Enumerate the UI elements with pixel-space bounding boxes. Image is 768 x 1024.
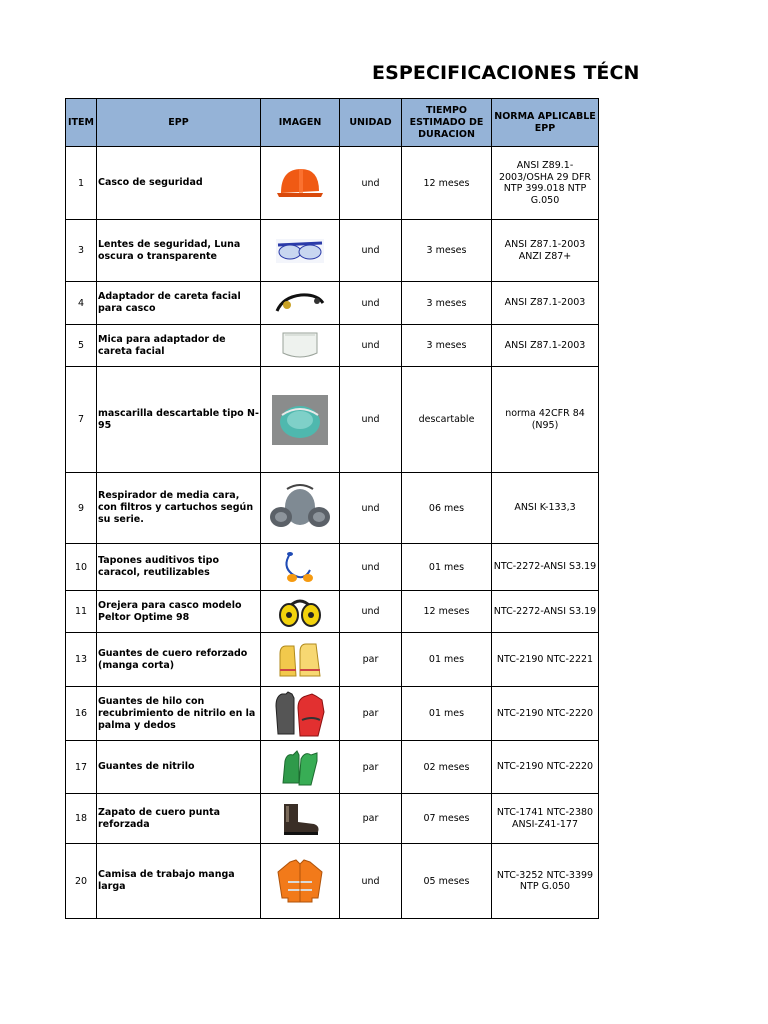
epp-name: Tapones auditivos tipo caracol, reutilizables xyxy=(97,544,261,591)
standard: NTC-2190 NTC-2220 xyxy=(492,741,599,794)
earplugs-icon xyxy=(280,548,320,586)
nitrile-gloves-icon xyxy=(279,747,321,787)
table-row xyxy=(66,367,599,473)
duration: 05 meses xyxy=(402,844,492,919)
epp-name: Camisa de trabajo manga larga xyxy=(97,844,261,919)
item-number: 13 xyxy=(66,633,97,687)
item-number: 17 xyxy=(66,741,97,794)
item-number: 1 xyxy=(66,147,97,220)
header-tiempo: TIEMPO ESTIMADO DE DURACION xyxy=(402,99,492,147)
standard: NTC-2190 NTC-2220 xyxy=(492,687,599,741)
epp-name: Casco de seguridad xyxy=(97,147,261,220)
item-number: 18 xyxy=(66,794,97,844)
table-row xyxy=(66,687,599,741)
item-number: 9 xyxy=(66,473,97,544)
n95-mask-icon xyxy=(272,395,328,445)
leather-gloves-icon xyxy=(276,640,324,680)
unit: und xyxy=(340,282,402,325)
duration: 3 meses xyxy=(402,325,492,367)
item-number: 11 xyxy=(66,591,97,633)
unit: par xyxy=(340,741,402,794)
unit: und xyxy=(340,591,402,633)
header-epp: EPP xyxy=(97,99,261,147)
page-title: ESPECIFICACIONES TÉCN xyxy=(372,62,640,84)
item-number: 20 xyxy=(66,844,97,919)
epp-name: mascarilla descartable tipo N-95 xyxy=(97,367,261,473)
item-number: 3 xyxy=(66,220,97,282)
duration: 3 meses xyxy=(402,282,492,325)
epp-name: Orejera para casco modelo Peltor Optime 98 xyxy=(97,591,261,633)
standard: ANSI Z87.1-2003 xyxy=(492,325,599,367)
standard: ANSI Z87.1-2003 xyxy=(492,282,599,325)
epp-name: Guantes de cuero reforzado (manga corta) xyxy=(97,633,261,687)
face-shield-visor-icon xyxy=(279,329,321,363)
item-number: 4 xyxy=(66,282,97,325)
standard: ANSI K-133,3 xyxy=(492,473,599,544)
standard: NTC-1741 NTC-2380 ANSI-Z41-177 xyxy=(492,794,599,844)
specifications-table xyxy=(65,98,599,919)
table-row xyxy=(66,741,599,794)
unit: und xyxy=(340,544,402,591)
unit: und xyxy=(340,220,402,282)
header-unidad: UNIDAD xyxy=(340,99,402,147)
duration: 07 meses xyxy=(402,794,492,844)
duration: 3 meses xyxy=(402,220,492,282)
item-number: 10 xyxy=(66,544,97,591)
standard: norma 42CFR 84 (N95) xyxy=(492,367,599,473)
table-row xyxy=(66,544,599,591)
duration: 12 meses xyxy=(402,147,492,220)
half-face-respirator-icon xyxy=(267,479,333,537)
epp-name: Adaptador de careta facial para casco xyxy=(97,282,261,325)
helmet-icon xyxy=(275,163,325,203)
unit: par xyxy=(340,633,402,687)
standard: ANSI Z87.1-2003 ANZI Z87+ xyxy=(492,220,599,282)
table-row xyxy=(66,282,599,325)
standard: NTC-2272-ANSI S3.19 xyxy=(492,544,599,591)
table-row xyxy=(66,591,599,633)
unit: und xyxy=(340,367,402,473)
epp-name: Respirador de media cara, con filtros y cartuchos según su serie. xyxy=(97,473,261,544)
earmuffs-icon xyxy=(277,593,323,631)
standard: NTC-2272-ANSI S3.19 xyxy=(492,591,599,633)
duration: 01 mes xyxy=(402,544,492,591)
table-row xyxy=(66,473,599,544)
epp-name: Mica para adaptador de careta facial xyxy=(97,325,261,367)
unit: par xyxy=(340,794,402,844)
duration: 12 meses xyxy=(402,591,492,633)
epp-name: Guantes de hilo con recubrimiento de nitrilo en la palma y dedos xyxy=(97,687,261,741)
item-number: 5 xyxy=(66,325,97,367)
table-row xyxy=(66,325,599,367)
unit: und xyxy=(340,473,402,544)
standard: ANSI Z89.1-2003/OSHA 29 DFR NTP 399.018 NTP G.050 xyxy=(492,147,599,220)
duration: 02 meses xyxy=(402,741,492,794)
item-number: 7 xyxy=(66,367,97,473)
safety-boot-icon xyxy=(278,800,322,838)
duration: 01 mes xyxy=(402,687,492,741)
duration: descartable xyxy=(402,367,492,473)
header-imagen: IMAGEN xyxy=(261,99,340,147)
table-row xyxy=(66,794,599,844)
duration: 01 mes xyxy=(402,633,492,687)
epp-name: Guantes de nitrilo xyxy=(97,741,261,794)
standard: NTC-2190 NTC-2221 xyxy=(492,633,599,687)
unit: und xyxy=(340,325,402,367)
unit: par xyxy=(340,687,402,741)
standard: NTC-3252 NTC-3399 NTP G.050 xyxy=(492,844,599,919)
unit: und xyxy=(340,844,402,919)
face-shield-adapter-icon xyxy=(273,289,327,317)
table-row xyxy=(66,633,599,687)
safety-glasses-icon xyxy=(274,235,326,267)
table-row xyxy=(66,220,599,282)
header-norma: NORMA APLICABLE EPP xyxy=(492,99,599,147)
nitrile-coated-gloves-icon xyxy=(272,690,328,738)
table-row xyxy=(66,147,599,220)
unit: und xyxy=(340,147,402,220)
work-shirt-icon xyxy=(276,858,324,904)
epp-name: Lentes de seguridad, Luna oscura o transparente xyxy=(97,220,261,282)
item-number: 16 xyxy=(66,687,97,741)
table-row xyxy=(66,844,599,919)
duration: 06 mes xyxy=(402,473,492,544)
table-header-row xyxy=(66,99,599,147)
epp-name: Zapato de cuero punta reforzada xyxy=(97,794,261,844)
header-item: ITEM xyxy=(66,99,97,147)
